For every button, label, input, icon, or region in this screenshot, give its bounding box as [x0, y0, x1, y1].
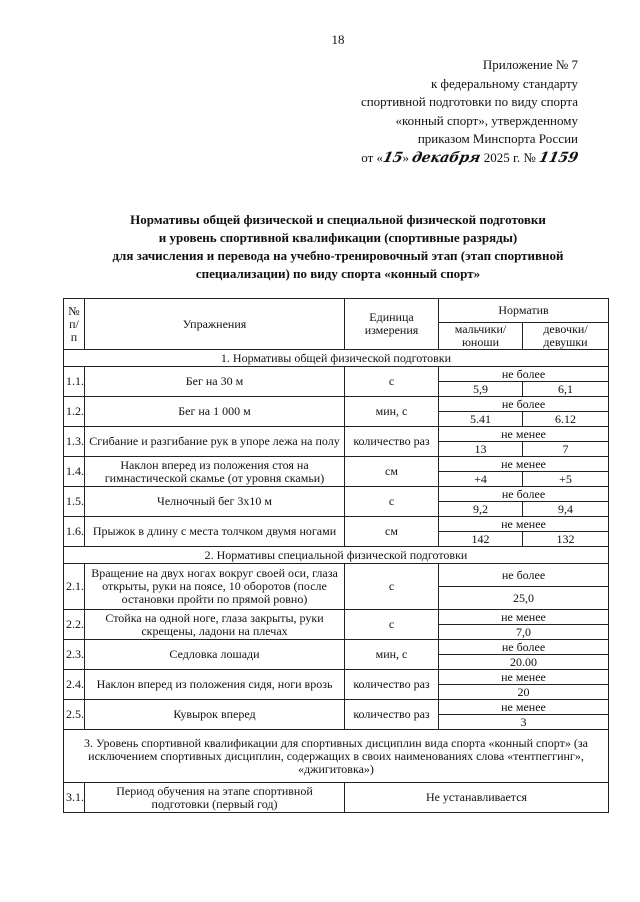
norm-condition: не более [439, 564, 609, 587]
header-norm: Норматив [439, 299, 609, 323]
norm-value: 3 [439, 715, 609, 730]
unit: см [345, 517, 439, 547]
norm-condition: не менее [439, 457, 609, 472]
exercise-name: Седловка лошади [85, 640, 345, 670]
exercise-name: Бег на 30 м [85, 367, 345, 397]
unit: с [345, 564, 439, 610]
girls-value: 6.12 [523, 412, 609, 427]
section-title: 3. Уровень спортивной квалификации для спортивных дисциплин вида спорта «конный спорт» (за исключением спортивных дисциплин, содержащих в своих наименованиях слова «тентпеггинг», «джигитовка») [64, 730, 609, 783]
row-num: 1.1. [64, 367, 85, 397]
unit: количество раз [345, 670, 439, 700]
unit: количество раз [345, 700, 439, 730]
norm-condition: не более [439, 640, 609, 655]
title-line: Нормативы общей физической и специальной физической подготовки [130, 212, 546, 227]
page-number: 18 [331, 32, 345, 47]
girls-value: 9,4 [523, 502, 609, 517]
appendix-line: приказом Минспорта России [417, 131, 578, 146]
row-num: 1.2. [64, 397, 85, 427]
norm-value: 7,0 [439, 625, 609, 640]
order-date-line [278, 149, 578, 168]
norm-condition: не менее [439, 700, 609, 715]
exercise-name: Прыжок в длину с места толчком двумя ногами [85, 517, 345, 547]
unit: мин, с [345, 640, 439, 670]
header-boys: мальчики/ юноши [439, 323, 523, 350]
exercise-name: Сгибание и разгибание рук в упоре лежа на полу [85, 427, 345, 457]
norm-condition: не менее [439, 610, 609, 625]
boys-value: 142 [439, 532, 523, 547]
girls-value: 7 [523, 442, 609, 457]
norm-condition: не менее [439, 670, 609, 685]
document-title [60, 211, 616, 283]
appendix-line: Приложение № 7 [482, 57, 578, 72]
unit: с [345, 610, 439, 640]
boys-value: 9,2 [439, 502, 523, 517]
boys-value: 13 [439, 442, 523, 457]
unit: см [345, 457, 439, 487]
exercise-name: Стойка на одной ноге, глаза закрыты, руки скрещены, ладони на плечах [85, 610, 345, 640]
norm-value: 20.00 [439, 655, 609, 670]
unit: количество раз [345, 427, 439, 457]
section-title: 1. Нормативы общей физической подготовки [64, 350, 609, 367]
header-unit: Единица измерения [345, 299, 439, 350]
row-num: 2.3. [64, 640, 85, 670]
norm-value: 20 [439, 685, 609, 700]
appendix-line: к федеральному стандарту [430, 75, 578, 91]
title-line: специализации) по виду спорта «конный спорт» [195, 266, 481, 281]
exercise-name: Наклон вперед из положения сидя, ноги врозь [85, 670, 345, 700]
header-num: № п/п [64, 299, 85, 350]
girls-value: 132 [523, 532, 609, 547]
unit: с [345, 487, 439, 517]
row-num: 2.1. [64, 564, 85, 610]
exercise-name: Челночный бег 3х10 м [85, 487, 345, 517]
norm-condition: не более [439, 397, 609, 412]
title-line: и уровень спортивной квалификации (спортивные разряды) [158, 230, 518, 245]
row-num: 1.5. [64, 487, 85, 517]
date-prefix: от « [361, 149, 384, 165]
exercise-name: Вращение на двух ногах вокруг своей оси, глаза открыты, руки на поясе, 10 оборотов (после остановки пройти по прямой ровно) [85, 564, 345, 610]
norms-table [63, 298, 609, 813]
header-girls: девочки/ девушки [523, 323, 609, 350]
norm-condition: не более [439, 367, 609, 382]
boys-value: +4 [439, 472, 523, 487]
handwritten-order-number: 1159 [537, 149, 580, 166]
boys-value: 5,9 [439, 382, 523, 397]
header-exercise: Упражнения [85, 299, 345, 350]
row-num: 2.4. [64, 670, 85, 700]
girls-value: +5 [523, 472, 609, 487]
title-line: для зачисления и перевода на учебно-тренировочный этап (этап спортивной [112, 248, 564, 263]
norm-condition: не менее [439, 517, 609, 532]
norm-condition: не более [439, 487, 609, 502]
date-mid: » [402, 149, 410, 165]
boys-value: 5.41 [439, 412, 523, 427]
handwritten-month: декабря [410, 149, 483, 166]
handwritten-day: 15 [381, 149, 405, 166]
girls-value: 6,1 [523, 382, 609, 397]
exercise-name: Кувырок вперед [85, 700, 345, 730]
appendix-line: спортивной подготовки по виду спорта [360, 94, 578, 109]
norm-value: 25,0 [439, 587, 609, 610]
exercise-name: Бег на 1 000 м [85, 397, 345, 427]
exercise-name: Наклон вперед из положения стоя на гимнастической скамье (от уровня скамьи) [85, 457, 345, 487]
unit: мин, с [345, 397, 439, 427]
row-num: 1.4. [64, 457, 85, 487]
row-num: 1.6. [64, 517, 85, 547]
row-num: 2.2. [64, 610, 85, 640]
section-title: 2. Нормативы специальной физической подготовки [64, 547, 609, 564]
row-num: 1.3. [64, 427, 85, 457]
qualification-value: Не устанавливается [345, 783, 609, 813]
unit: с [345, 367, 439, 397]
date-year: 2025 г. № [483, 149, 536, 165]
row-num: 3.1. [64, 783, 85, 813]
appendix-line: «конный спорт», утвержденному [395, 112, 578, 128]
norm-condition: не менее [439, 427, 609, 442]
exercise-name: Период обучения на этапе спортивной подготовки (первый год) [85, 783, 345, 813]
row-num: 2.5. [64, 700, 85, 730]
appendix-block [278, 56, 578, 167]
